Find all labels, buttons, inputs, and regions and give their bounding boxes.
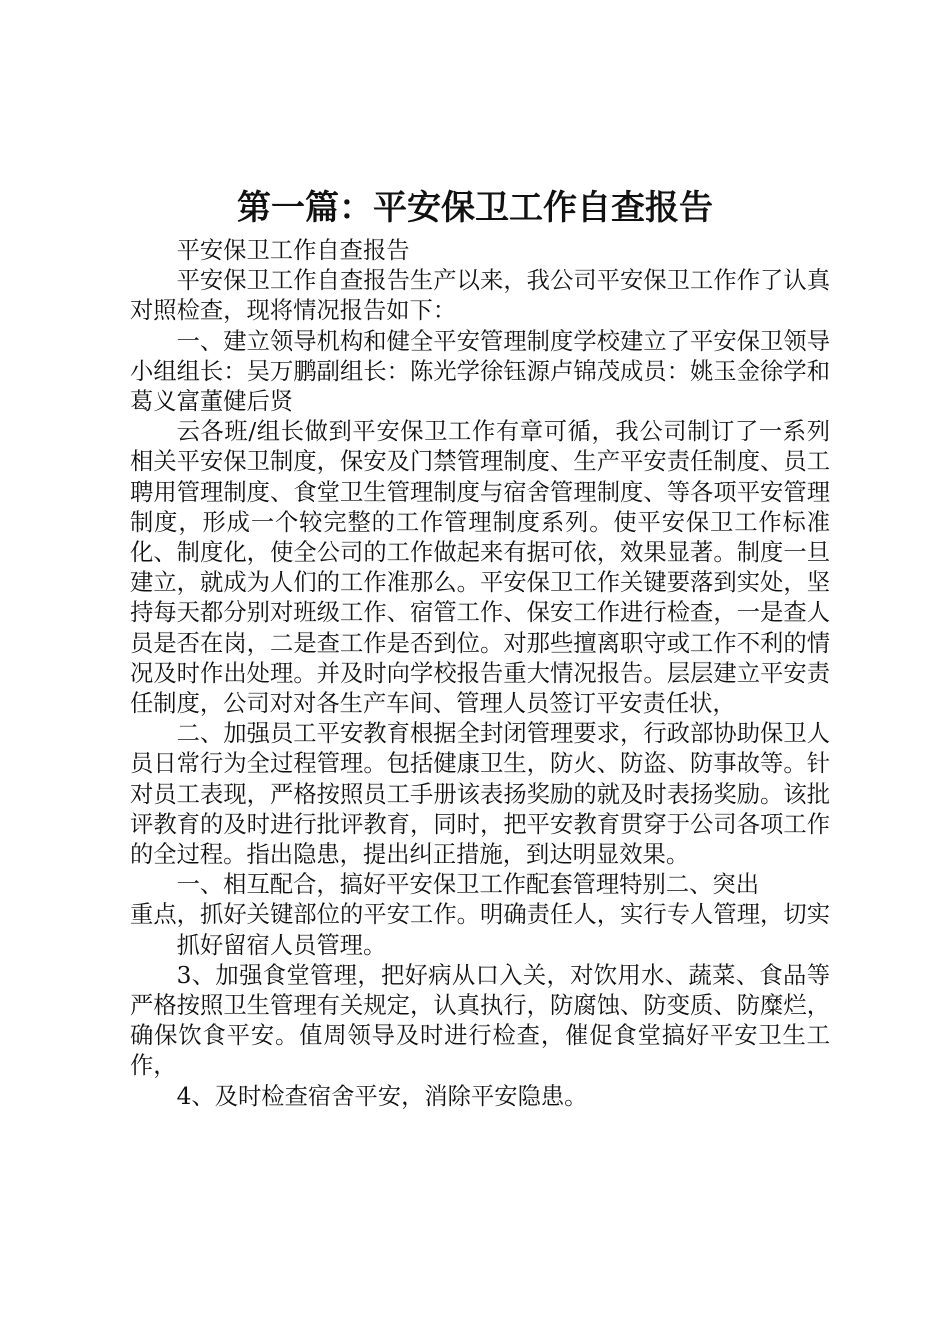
paragraph-section-2: 二、加强员工平安教育根据全封闭管理要求，行政部协助保卫人员日常行为全过程管理。包括健康卫生，防火、防盗、防事故等。针对员工表现，严格按照员工手册该表扬奖励的就及时表扬奖励。该批评教育的及时进行批评教育，同时，把平安教育贯穿于公司各项工作的全过程。指出隐患，提出纠正措施，到达明显效果。: [130, 720, 830, 869]
paragraph-section-1: 一、建立领导机构和健全平安管理制度学校建立了平安保卫领导小组组长：吴万鹏副组长：陈光学徐钰源卢锦茂成员：姚玉金徐学和葛义富董健后贤: [130, 327, 830, 416]
document-title: 第一篇：平安保卫工作自查报告: [237, 188, 713, 228]
paragraph-regulations: 云各班/组长做到平安保卫工作有章可循，我公司制订了一系列相关平安保卫制度，保安及门禁管理制度、生产平安责任制度、员工聘用管理制度、食堂卫生管理制度与宿舍管理制度、等各项平安管理制度，形成一个较完整的工作管理制度系列。使平安保卫工作标准化、制度化，使全公司的工作做起来有据可依，效果显著。制度一旦建立，就成为人们的工作准那么。平安保卫工作关键要落到实处，坚持每天都分别对班级工作、宿管工作、保安工作进行检查，一是查人员是否在岗，二是查工作是否到位。对那些擅离职守或工作不利的情况及时作出处理。并及时向学校报告重大情况报告。层层建立平安责任制度，公司对对各生产车间、管理人员签订平安责任状，: [130, 418, 830, 718]
document-body: [130, 236, 830, 1112]
paragraph-cooperation: 一、相互配合，搞好平安保卫工作配套管理特别二、突出: [176, 871, 760, 899]
paragraph-subtitle: 平安保卫工作自查报告: [176, 237, 410, 264]
paragraph-intro: 平安保卫工作自查报告生产以来，我公司平安保卫工作作了认真对照检查，现将情况报告如下：: [130, 267, 830, 325]
paragraph-dormitory: 4、及时检查宿舍平安，消除平安隐患。: [176, 1082, 588, 1110]
paragraph-key-points: 重点，抓好关键部位的平安工作。明确责任人，实行专人管理，切实抓好留宿人员管理。: [130, 901, 830, 959]
paragraph-canteen: 3、加强食堂管理，把好病从口入关，对饮用水、蔬菜、食品等严格按照卫生管理有关规定，认真执行，防腐蚀、防变质、防糜烂，确保饮食平安。值周领导及时进行检查，催促食堂搞好平安卫生工作，: [130, 961, 830, 1080]
